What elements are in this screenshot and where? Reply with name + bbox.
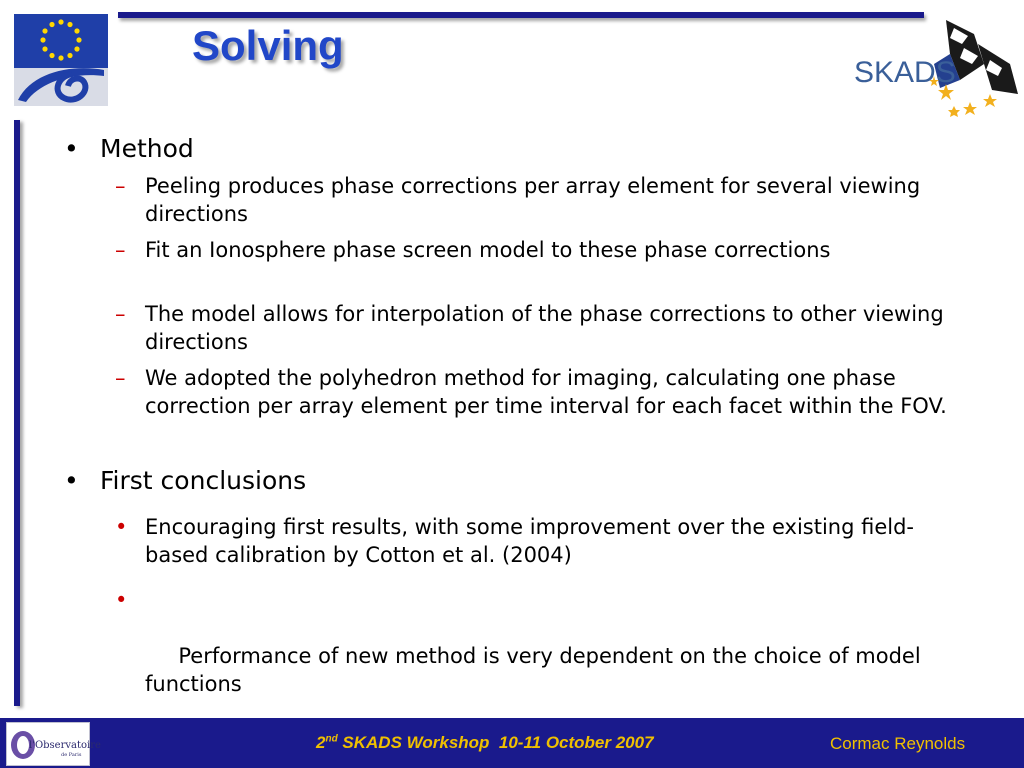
event-ordinal-suffix: nd <box>325 733 338 745</box>
observatoire-logo <box>6 722 101 766</box>
list-item-text: We adopted the polyhedron method for imaging, calculating one phase correction per array element per time interval for each facet within the FOV. <box>145 366 947 418</box>
list-item <box>115 586 955 726</box>
bullet: • <box>64 466 79 495</box>
footer-author: Cormac Reynolds <box>830 734 966 753</box>
dash-marker: – <box>115 174 126 198</box>
section-conclusions <box>64 466 307 495</box>
slide-title: Solving <box>192 22 344 69</box>
event-ordinal: 2 <box>316 733 326 752</box>
section-heading: Method <box>100 134 194 163</box>
list-item <box>115 236 955 264</box>
left-rule <box>14 120 20 706</box>
list-item-text: Performance of new method is very dependent on the choice of model functions <box>145 644 928 696</box>
footer-bar <box>0 718 1024 768</box>
red-bullet: • <box>115 588 128 612</box>
section-heading: First conclusions <box>100 466 307 495</box>
list-item <box>115 300 955 356</box>
footer-event <box>316 733 654 753</box>
dash-marker: – <box>115 366 126 390</box>
list-item <box>115 513 955 569</box>
skads-logo-text: SKADS <box>854 56 956 89</box>
list-item <box>115 364 955 420</box>
dash-marker: – <box>115 238 126 262</box>
eu-fp6-logo <box>12 12 110 108</box>
list-item-text: Fit an Ionosphere phase screen model to these phase corrections <box>145 238 831 262</box>
top-rule <box>118 12 924 18</box>
observatoire-text: l'Observatoire <box>29 740 101 751</box>
section-method <box>64 134 194 163</box>
list-item <box>115 172 955 228</box>
list-item-text: Encouraging first results, with some improvement over the existing field-based calibration by Cotton et al. (2004) <box>145 515 915 567</box>
list-item-text: Peeling produces phase corrections per array element for several viewing directions <box>145 174 921 226</box>
list-item-text: The model allows for interpolation of the phase corrections to other viewing directions <box>145 302 944 354</box>
event-title: SKADS Workshop 10-11 October 2007 <box>337 733 654 752</box>
red-bullet: • <box>115 515 128 539</box>
observatoire-subtext: de Paris <box>61 752 82 758</box>
bullet: • <box>64 134 79 163</box>
dash-marker: – <box>115 302 126 326</box>
